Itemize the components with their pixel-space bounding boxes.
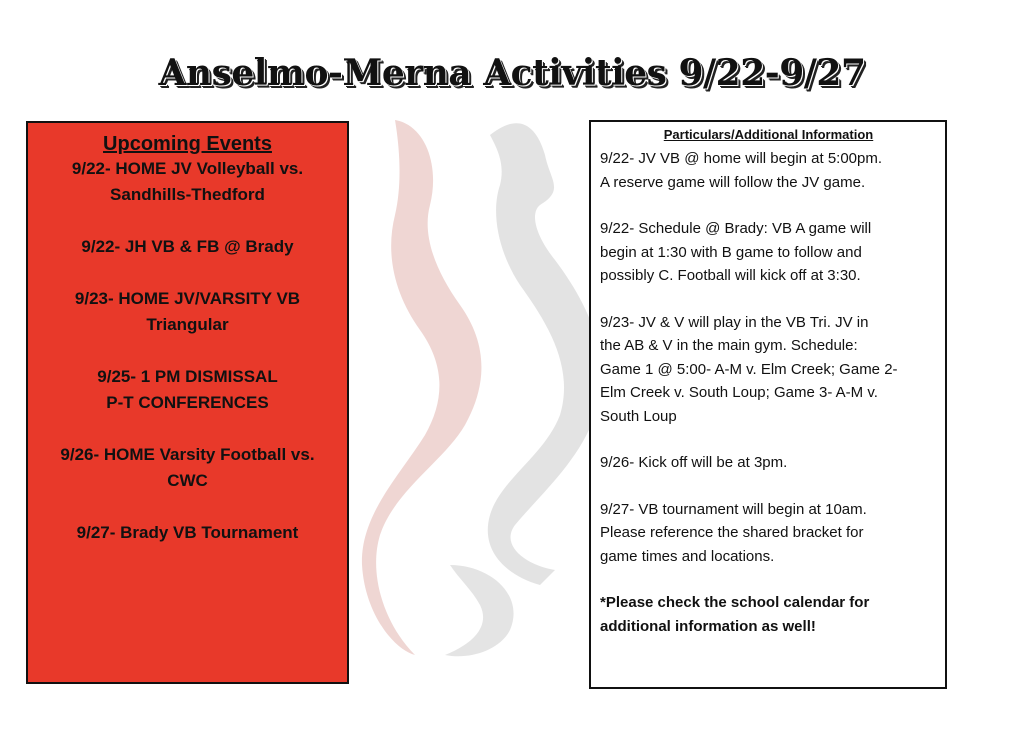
event-line: 9/22- HOME JV Volleyball vs. (71, 159, 304, 178)
note-item (600, 498, 937, 569)
event-line: Triangular (146, 315, 229, 334)
note-item (600, 217, 937, 288)
note-item (600, 451, 937, 475)
event-line: 9/26- HOME Varsity Football vs. (60, 445, 315, 464)
note-line: 9/26- Kick off will be at 3pm. (600, 454, 788, 471)
note-line: 9/22- Schedule @ Brady: VB A game will (600, 220, 872, 237)
note-line: the AB & V in the main gym. Schedule: (600, 337, 858, 354)
note-line: A reserve game will follow the JV game. (600, 173, 866, 191)
note-item (600, 311, 937, 429)
event-line: Sandhills-Thedford (110, 185, 265, 204)
upcoming-events-heading: Upcoming Events (103, 133, 272, 155)
event-item (38, 520, 337, 546)
event-item (38, 156, 337, 208)
event-line: P-T CONFERENCES (106, 393, 269, 412)
event-line: 9/22- JH VB & FB @ Brady (81, 237, 294, 256)
note-line: 9/23- JV & V will play in the VB Tri. JV in (600, 313, 869, 331)
event-line: 9/23- HOME JV/VARSITY VB (74, 289, 301, 308)
note-line: 9/22- JV VB @ home will begin at 5:00pm. (600, 150, 883, 167)
calendar-reminder-note (600, 591, 937, 638)
event-item (38, 364, 337, 416)
event-line: 9/25- 1 PM DISMISSAL (97, 367, 278, 386)
upcoming-events-panel (26, 121, 349, 684)
event-item (38, 234, 337, 260)
particulars-heading: Particulars/Additional Information (663, 127, 874, 142)
event-line: 9/27- Brady VB Tournament (76, 523, 299, 542)
note-line: South Loup (600, 407, 677, 425)
event-line: CWC (167, 471, 208, 490)
note-line: possibly C. Football will kick off at 3:30. (600, 267, 861, 284)
particulars-panel (589, 120, 947, 689)
note-line: Elm Creek v. South Loup; Game 3- A-M v. (600, 384, 878, 401)
event-item (38, 286, 337, 338)
note-line: begin at 1:30 with B game to follow and (600, 243, 862, 261)
page-title: Anselmo-Merna Activities 9/22-9/27 (158, 52, 866, 94)
note-line: additional information as well! (600, 617, 816, 635)
note-item (600, 147, 937, 194)
note-line: Please reference the shared bracket for (600, 524, 864, 541)
note-line: game times and locations. (600, 547, 775, 565)
note-line: *Please check the school calendar for (600, 594, 870, 611)
note-line: 9/27- VB tournament will begin at 10am. (600, 500, 867, 518)
note-line: Game 1 @ 5:00- A-M v. Elm Creek; Game 2- (600, 360, 898, 378)
event-item (38, 442, 337, 494)
coyote-watermark-logo (340, 95, 600, 665)
